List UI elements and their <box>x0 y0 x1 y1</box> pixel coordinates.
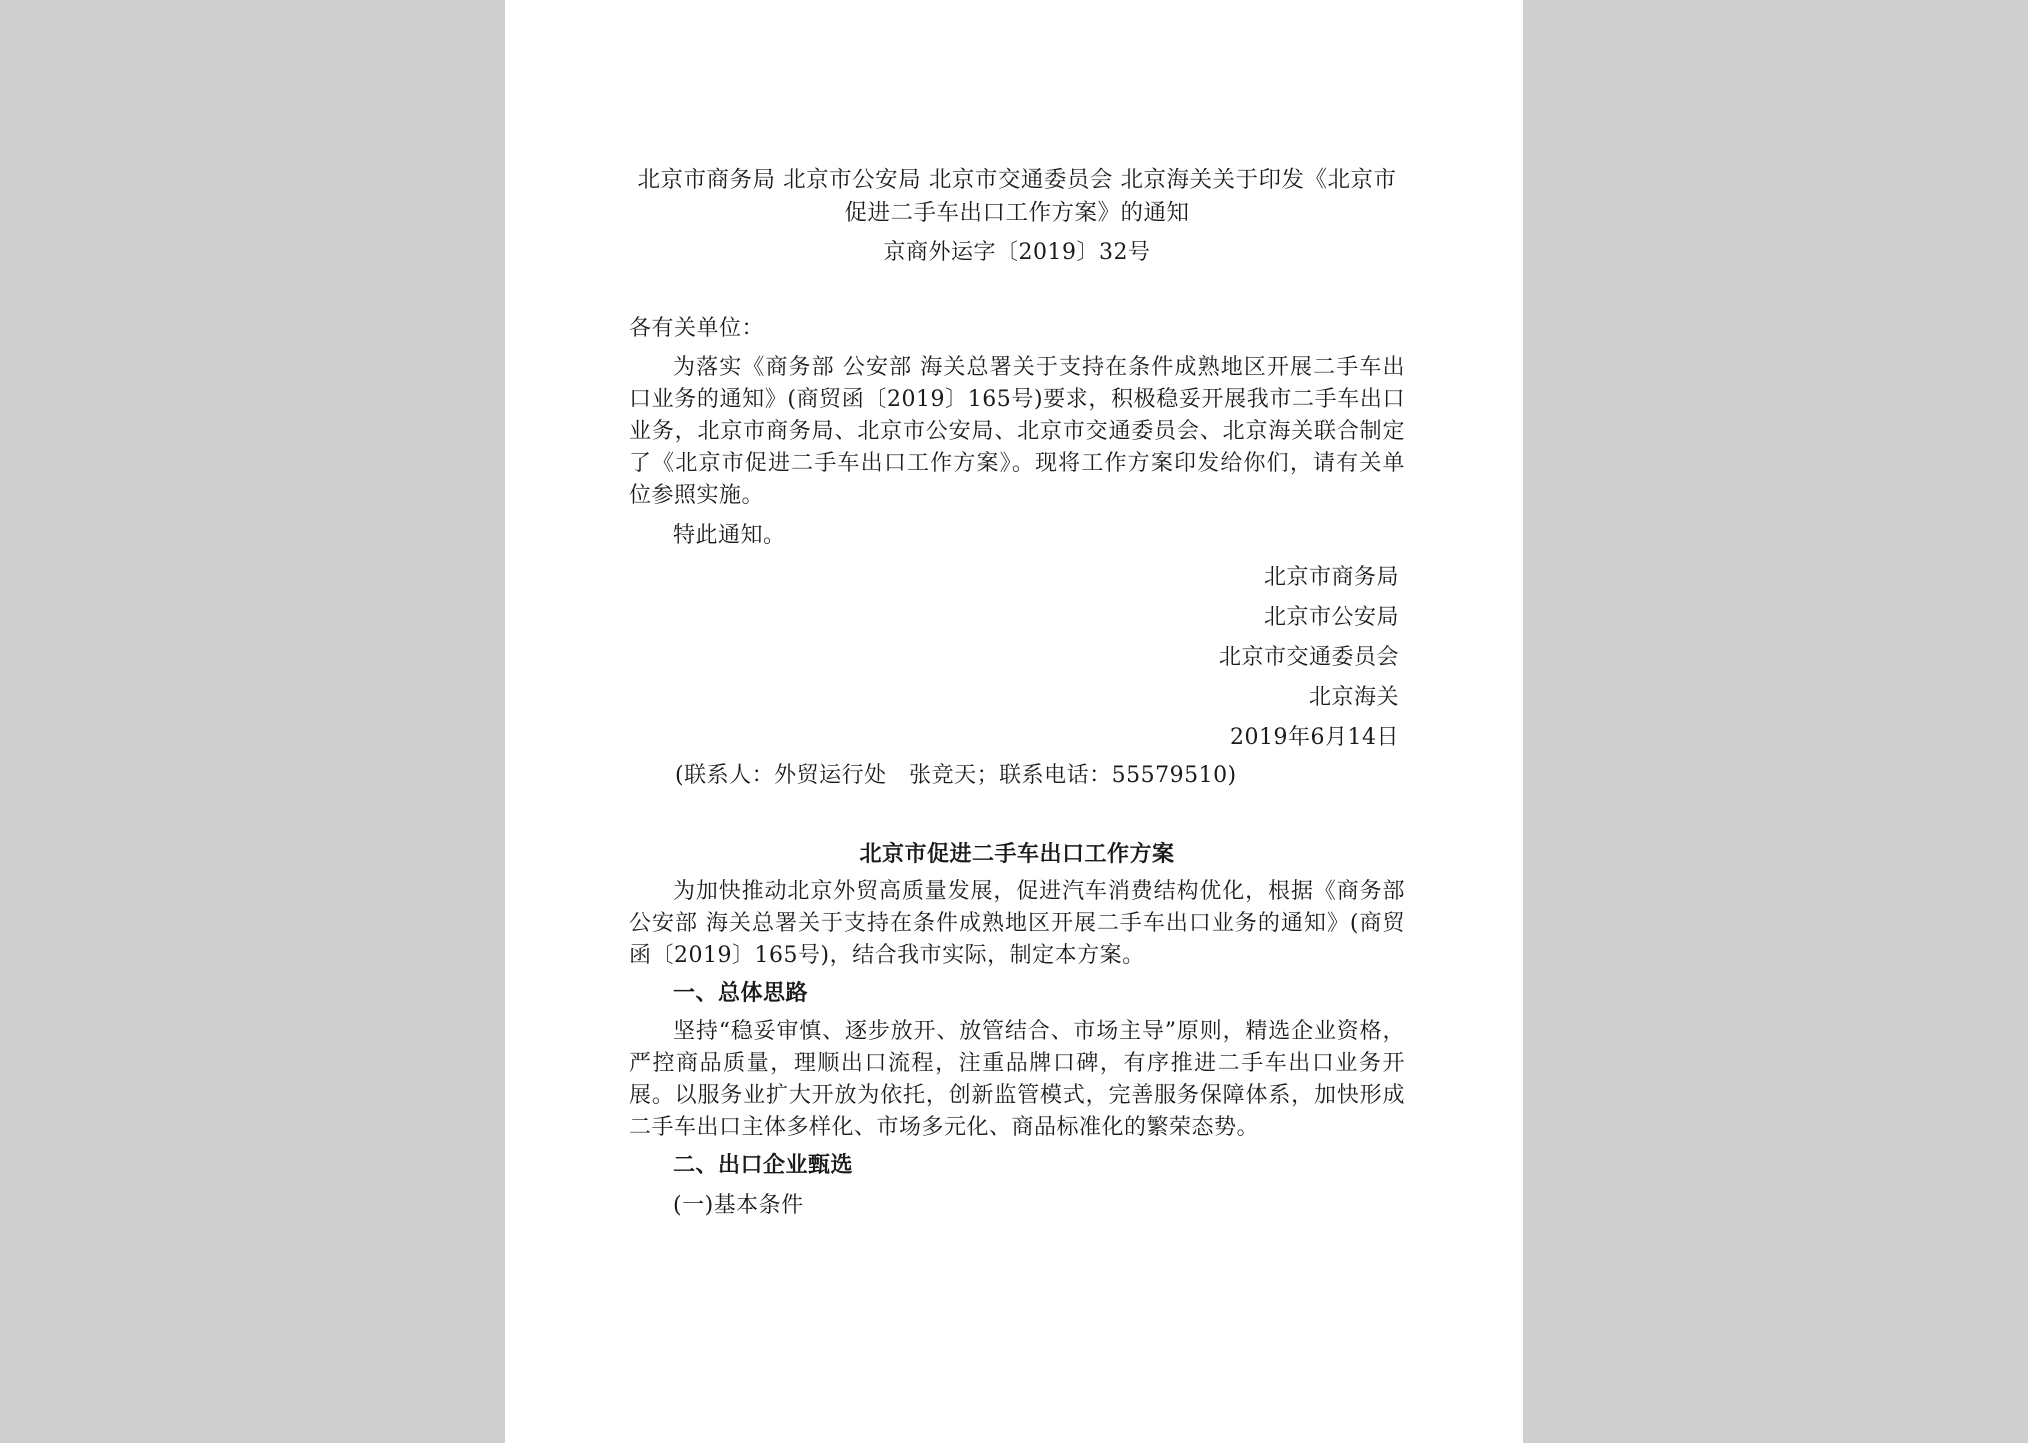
salutation: 各有关单位： <box>629 316 765 341</box>
closing-text: 特此通知。 <box>673 523 786 548</box>
document-number: 京商外运字〔2019〕32号 <box>883 240 1151 265</box>
plan-intro-paragraph: 为加快推动北京外贸高质量发展，促进汽车消费结构优化，根据《商务部 公安部 海关总署关于支持在条件成熟地区开展二手车出口业务的通知》(商贸函〔2019〕165号)，结合我市实际，制定本方案。 <box>629 879 1405 968</box>
signature-block <box>629 558 1405 758</box>
plan-title: 北京市促进二手车出口工作方案 <box>859 841 1175 867</box>
notice-body-paragraph: 为落实《商务部 公安部 海关总署关于支持在条件成熟地区开展二手车出口业务的通知》(商贸函〔2019〕165号)要求，积极稳妥开展我市二手车出口业务，北京市商务局、北京市公安局、北京市交通委员会、北京海关联合制定了《北京市促进二手车出口工作方案》。现将工作方案印发给你们，请有关单位参照实施。 <box>629 355 1405 508</box>
document-content <box>629 164 1405 1222</box>
section-heading-enterprise-selection: 二、出口企业甄选 <box>673 1152 854 1178</box>
signatory-public-security-bureau: 北京市公安局 <box>1263 605 1399 630</box>
contact-info: (联系人：外贸运行处 张竞天；联系电话：55579510) <box>675 763 1237 788</box>
section-heading-overall-approach: 一、总体思路 <box>673 980 809 1006</box>
signatory-customs: 北京海关 <box>1308 685 1399 710</box>
document-page <box>505 0 1523 1443</box>
signatory-commerce-bureau: 北京市商务局 <box>1263 565 1399 590</box>
notice-title: 北京市商务局 北京市公安局 北京市交通委员会 北京海关关于印发《北京市促进二手车出口工作方案》的通知 <box>637 167 1397 226</box>
subsection-heading-basic-conditions: (一)基本条件 <box>673 1193 804 1218</box>
signatory-transport-commission: 北京市交通委员会 <box>1218 645 1399 670</box>
section-overall-approach-body: 坚持“稳妥审慎、逐步放开、放管结合、市场主导”原则，精选企业资格，严控商品质量，理顺出口流程，注重品牌口碑，有序推进二手车出口业务开展。以服务业扩大开放为依托，创新监管模式，完善服务保障体系，加快形成二手车出口主体多样化、市场多元化、商品标准化的繁荣态势。 <box>629 1019 1405 1140</box>
notice-date: 2019年6月14日 <box>1230 725 1399 750</box>
